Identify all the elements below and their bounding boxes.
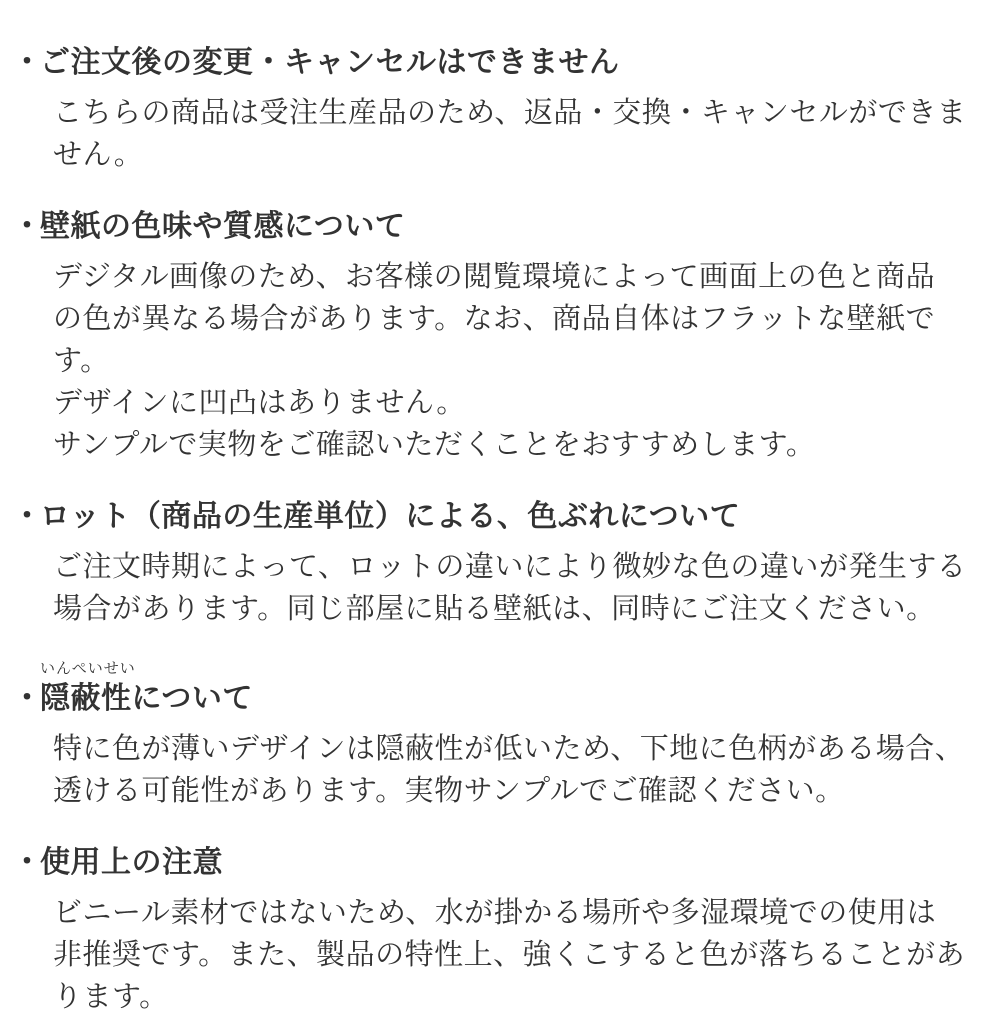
body-line: 場合があります。同じ部屋に貼る壁紙は、同時にご注文ください。 xyxy=(53,593,936,625)
body-line: の色が異なる場合があります。なお、商品自体はフラットな壁紙です。 xyxy=(53,303,936,377)
notice-section-color-texture xyxy=(12,206,970,466)
body-line: ご注文時期によって、ロットの違いにより微妙な色の違いが発生する xyxy=(53,551,967,583)
section-heading-row xyxy=(12,496,970,538)
section-heading: 使用上の注意 xyxy=(40,846,223,879)
notice-section-lot-color-variation xyxy=(12,496,970,630)
notice-section-usage-cautions xyxy=(12,842,970,1018)
bullet-marker: ・ xyxy=(12,682,43,715)
section-body xyxy=(53,256,970,466)
bullet-marker: ・ xyxy=(12,210,43,243)
bullet-marker: ・ xyxy=(12,846,43,879)
notice-section-opacity xyxy=(12,660,970,812)
section-body xyxy=(53,728,970,812)
body-line: 非推奨です。また、製品の特性上、強くこすると色が落ちることがあ xyxy=(53,939,966,971)
section-body xyxy=(53,546,970,630)
section-heading-row xyxy=(12,206,970,248)
body-line: 特に色が薄いデザインは隠蔽性が低いため、下地に色柄がある場合、 xyxy=(53,733,965,765)
section-body xyxy=(53,92,970,176)
section-heading-row xyxy=(12,42,970,84)
bullet-marker: ・ xyxy=(12,46,43,79)
body-line: ります。 xyxy=(53,981,169,1013)
furigana-label: いんぺいせい xyxy=(40,660,136,677)
section-heading: ロット（商品の生産単位）による、色ぶれについて xyxy=(40,500,741,533)
body-line: デザインに凹凸はありません。 xyxy=(53,387,466,419)
body-line: せん。 xyxy=(53,139,144,171)
bullet-marker: ・ xyxy=(12,500,43,533)
section-heading-row xyxy=(12,678,970,720)
body-line: ビニール素材ではないため、水が掛かる場所や多湿環境での使用は xyxy=(53,897,937,929)
section-heading: 壁紙の色味や質感について xyxy=(40,210,406,243)
body-line: こちらの商品は受注生産品のため、返品・交換・キャンセルができま xyxy=(53,97,967,129)
section-heading-row xyxy=(12,842,970,884)
section-heading: ご注文後の変更・キャンセルはできません xyxy=(40,46,620,79)
section-heading: 隠蔽性について xyxy=(40,682,253,715)
body-line: サンプルで実物をご確認いただくことをおすすめします。 xyxy=(53,429,816,461)
section-body xyxy=(53,892,970,1018)
notice-section-order-cancellation xyxy=(12,42,970,176)
body-line: デジタル画像のため、お客様の閲覧環境によって画面上の色と商品 xyxy=(53,261,936,293)
body-line: 透ける可能性があります。実物サンプルでご確認ください。 xyxy=(53,775,845,807)
